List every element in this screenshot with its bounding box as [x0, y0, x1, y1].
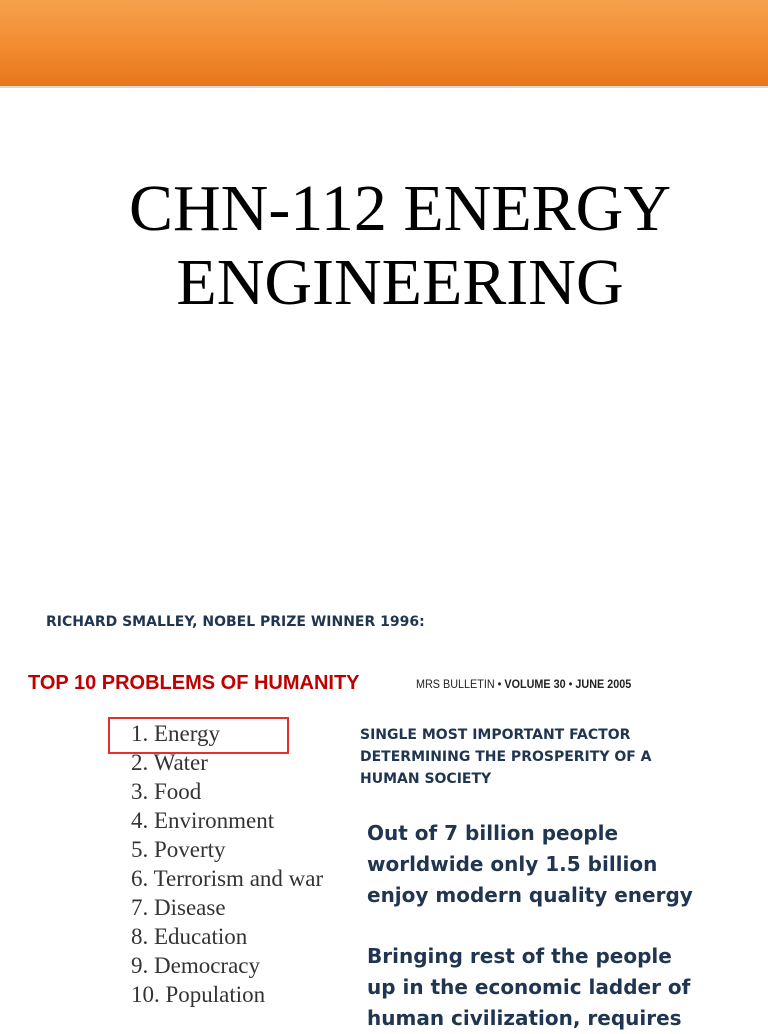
attribution: RICHARD SMALLEY, NOBEL PRIZE WINNER 1996:: [46, 614, 425, 630]
paragraph-population-energy: Out of 7 billion people worldwide only 1.5 billion enjoy modern quality energy: [367, 821, 693, 907]
problem-list: [131, 719, 323, 1009]
list-item: 3. Food: [131, 779, 202, 804]
header-bar: [0, 0, 768, 88]
slide-title: [0, 172, 768, 320]
list-item: 10. Population: [131, 982, 266, 1007]
citation-prefix: MRS BULLETIN •: [416, 677, 505, 691]
list-item: 2. Water: [131, 750, 208, 775]
list-item: 9. Democracy: [131, 953, 260, 978]
slide-title-line-1: CHN-112 ENERGY: [128, 172, 672, 245]
citation-separator: •: [565, 677, 576, 691]
slide-title-line-2: ENGINEERING: [176, 246, 624, 319]
list-item: 1. Energy: [131, 721, 221, 746]
energy-highlight-box: [108, 717, 289, 754]
list-item: 6. Terrorism and war: [131, 866, 324, 891]
list-item: 8. Education: [131, 924, 248, 949]
citation-date: JUNE 2005: [575, 677, 632, 691]
list-item: 7. Disease: [131, 895, 226, 920]
factor-text: SINGLE MOST IMPORTANT FACTOR DETERMINING THE PROSPERITY OF A HUMAN SOCIETY: [360, 727, 652, 787]
problems-heading: TOP 10 PROBLEMS OF HUMANITY: [28, 672, 360, 694]
paragraph-economic-ladder: Bringing rest of the people up in the economic ladder of human civilization, requires: [367, 944, 691, 1030]
list-item: 4. Environment: [131, 808, 275, 833]
list-item: 5. Poverty: [131, 837, 226, 862]
citation-volume: VOLUME 30: [504, 677, 566, 691]
citation: [416, 677, 631, 691]
